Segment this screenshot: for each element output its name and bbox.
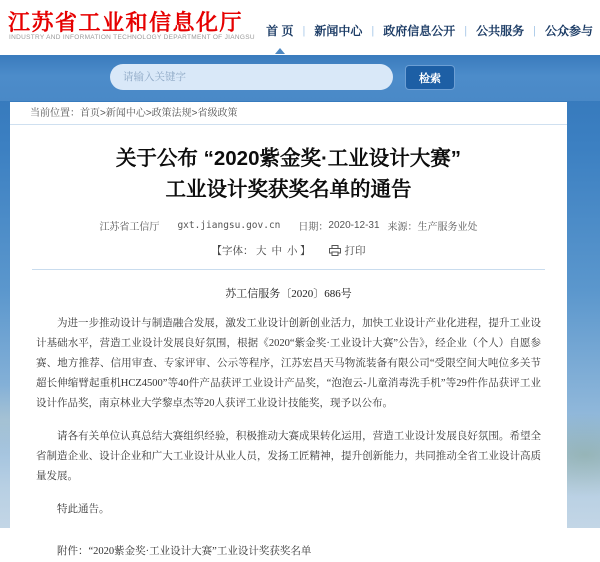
- meta-source-label: 来源：: [387, 222, 418, 233]
- nav-separator: |: [533, 24, 536, 37]
- paragraph-2: 请各有关单位认真总结大赛组织经验，积极推动大赛成果转化运用，营造工业设计发展良好氛围。希望全省制造企业、设计企业和广大工业设计从业人员，发扬工匠精神，提升创新能力，共同推动全省工业设计高质量发展。: [36, 431, 541, 482]
- font-size-small-button[interactable]: 小: [287, 245, 298, 257]
- article-title-line2: 工业设计奖获奖名单的通告: [165, 178, 412, 201]
- content-panel: [10, 102, 567, 557]
- nav-item-public-participation[interactable]: 公众参与: [544, 24, 593, 38]
- meta-date-value: 2020-12-31: [328, 220, 380, 231]
- font-size-suffix: 】: [300, 245, 311, 257]
- font-size-large-button[interactable]: 大: [256, 245, 267, 257]
- nav-item-home[interactable]: [266, 22, 293, 39]
- main-nav: [266, 22, 593, 39]
- article-meta: [10, 218, 567, 233]
- breadcrumb-label: 当前位置：: [30, 108, 80, 119]
- breadcrumb: [10, 102, 567, 125]
- article-tools: [10, 243, 567, 258]
- search-button[interactable]: 检索: [405, 65, 455, 90]
- nav-item-home-label: 首 页: [266, 24, 294, 38]
- site-subtitle: INDUSTRY AND INFORMATION TECHNOLOGY DEPARTMENT OF JIANGSU: [9, 34, 255, 41]
- font-size-prefix: 【字体：: [211, 245, 254, 257]
- print-button[interactable]: [329, 243, 366, 258]
- site-header: [0, 0, 600, 55]
- site-title[interactable]: 江苏省工业和信息化厅: [8, 10, 244, 35]
- divider-line: [32, 269, 545, 270]
- nav-separator: |: [371, 24, 375, 37]
- printer-icon: [329, 245, 341, 256]
- meta-date-label: 日期：: [298, 222, 329, 233]
- meta-department: 江苏省工信厅: [99, 222, 160, 233]
- nav-item-gov-info[interactable]: 政府信息公开: [383, 24, 456, 38]
- meta-website: gxt.jiangsu.gov.cn: [177, 220, 281, 231]
- active-tab-caret-icon: [275, 48, 285, 54]
- nav-separator: |: [464, 24, 468, 37]
- article-title: [24, 143, 553, 205]
- font-size-medium-button[interactable]: 中: [271, 245, 282, 257]
- doc-number: 苏工信服务〔2020〕686号: [225, 288, 352, 300]
- nav-separator: |: [302, 24, 306, 37]
- breadcrumb-path[interactable]: 首页>新闻中心>政策法规>省级政策: [80, 108, 238, 119]
- search-input[interactable]: [110, 64, 393, 90]
- search-banner: [0, 55, 600, 101]
- nav-item-news[interactable]: 新闻中心: [314, 24, 363, 38]
- paragraph-1: 为进一步推动设计与制造融合发展，激发工业设计创新创业活力，加快工业设计产业化进程，提升工业设计基础水平，营造工业设计发展良好氛围，根据《2020“紫金奖·工业设计大赛”公告》，经企业（个人）自愿参赛、地方推荐、信用审查、专家评审、公示等程序，江苏宏昌天马物流装备有限公司“受限空间大吨位多关节超长伸缩臂起重机HCZ4500”等40件产品获评工业设计产品奖，“泡泡云-儿童消毒洗手机”等29件作品获评工业设计作品奖，南京林业大学黎卓杰等20人获评工业设计技能奖，现予以公布。: [36, 318, 541, 409]
- article-title-line1: 关于公布 “2020紫金奖·工业设计大赛”: [115, 147, 462, 170]
- print-label: 打印: [344, 245, 366, 257]
- attachment-link[interactable]: 附件：“2020紫金奖·工业设计大赛”工业设计奖获奖名单: [57, 546, 312, 557]
- paragraph-3: 特此通告。: [57, 504, 110, 515]
- nav-item-public-service[interactable]: 公共服务: [476, 24, 525, 38]
- meta-source-value: 生产服务业处: [417, 222, 478, 233]
